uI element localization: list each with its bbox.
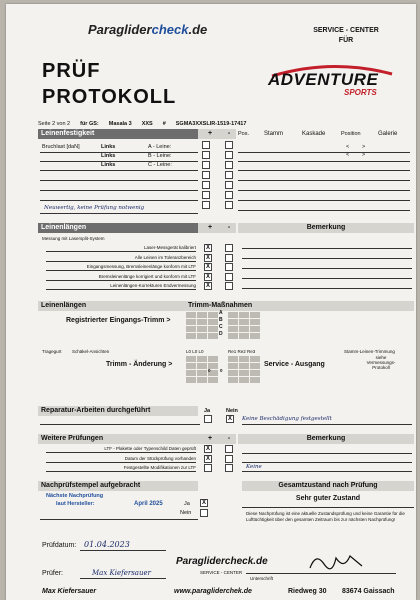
ja-label: Ja <box>204 408 211 414</box>
next-check-date: April 2025 <box>134 501 163 507</box>
checkbox[interactable] <box>225 161 233 169</box>
glider-model: Masala 3 <box>108 121 132 127</box>
line-letters <box>219 310 223 337</box>
signature-icon <box>306 550 366 572</box>
minus-header: - <box>222 434 236 444</box>
title-line: PROTOKOLL <box>42 86 177 108</box>
logo-text-check: check <box>151 22 189 37</box>
logo-text-check: check <box>224 556 254 567</box>
schaekel-label: Schäkel-Ansichten <box>72 349 110 354</box>
minus-column <box>225 445 233 472</box>
checkbox[interactable] <box>225 464 233 472</box>
section-header: Leinenlängen <box>38 223 198 233</box>
trimm-grid-left <box>186 312 218 339</box>
letter-d: D <box>219 331 223 337</box>
checkbox[interactable] <box>202 201 210 209</box>
pruefdatum-label: Prüfdatum: <box>42 542 77 549</box>
checkbox[interactable]: X <box>205 245 210 251</box>
kaskade-header: Kaskade <box>302 131 326 137</box>
siehe-protokoll: siehe Vermessungs-Protokoll <box>366 355 396 370</box>
weitere-keine: Keine <box>246 464 262 470</box>
pruefdatum-value: 01.04.2023 <box>84 540 130 549</box>
registrierter-trimm-label: Registrierter Eingangs-Trimm > <box>66 317 171 324</box>
logo-text: Paraglider <box>88 22 152 37</box>
check-item: Datum der Stückprüfung vorhanden <box>46 455 196 463</box>
checkbox[interactable] <box>225 455 233 463</box>
next-check-label: Nächste Nachprüfung <box>46 493 104 499</box>
hash-label: # <box>162 121 166 127</box>
nein-label: Nein <box>180 510 192 516</box>
service-line: FÜR <box>338 37 354 44</box>
unterschrift-label: Unterschrift <box>250 576 274 581</box>
service-center-label <box>296 26 396 46</box>
glider-info <box>38 121 246 127</box>
a-line-label: A - Leine: <box>148 144 172 150</box>
left-cols-label: L0 L0 L0 <box>186 349 204 354</box>
checkbox[interactable] <box>225 445 233 453</box>
nein-checkbox[interactable]: X <box>227 416 232 422</box>
check-item: Leinenlängen-Korrekturen Endvermessung <box>46 282 196 290</box>
gesamt-header: Gesamtzustand nach Prüfung <box>242 481 414 491</box>
checkbox[interactable] <box>202 151 210 159</box>
minus-column <box>225 244 233 290</box>
reparatur-note: Keine Beschädigung festgestellt <box>242 416 332 422</box>
checkbox[interactable] <box>225 201 233 209</box>
title-line: PRÜF <box>42 60 101 82</box>
zero-value: 0 <box>208 368 211 373</box>
stamm-trimm-label: Stamm-Leinen-Trimmung <box>344 349 395 354</box>
company-name: Max Kiefersauer <box>42 588 97 595</box>
trimm-section-header <box>38 301 414 311</box>
plus-column <box>202 141 210 209</box>
logo-text: Paraglider <box>176 556 225 567</box>
arrow-right-icon: > <box>362 144 366 150</box>
plus-column <box>204 445 212 472</box>
weitere-header: Weitere Prüfungen <box>38 434 198 444</box>
plus-header: + <box>198 434 222 444</box>
letter-b: B <box>219 317 223 323</box>
check-item: Alle Leinen im Toleranzbereich <box>46 254 196 262</box>
bruchlast-label: Bruchlast [daN] <box>42 144 80 150</box>
checkbox[interactable]: X <box>205 264 210 270</box>
glider-size: XXS <box>141 121 153 127</box>
plus-header: + <box>198 223 222 233</box>
paragliderchek-logo <box>88 22 207 37</box>
logo-text-suffix: .de <box>253 556 268 567</box>
measurement-system: Messung mit Lasersplit-System <box>42 236 105 241</box>
for-gs-label: für GS: <box>80 121 99 127</box>
checkbox[interactable] <box>225 263 233 271</box>
minus-header: - <box>222 129 236 139</box>
position-header: Position <box>341 131 361 137</box>
laut-hersteller-label: laut Hersteller: <box>56 501 95 507</box>
check-item: Laser-Messgerät kalibriert <box>46 244 196 252</box>
pruefer-label: Prüfer: <box>42 570 64 577</box>
logo-subtext: SPORTS <box>344 88 377 97</box>
overall-state: Sehr guter Zustand <box>295 495 361 502</box>
minus-header: - <box>222 223 236 233</box>
checkbox[interactable] <box>225 244 233 252</box>
right-cols-label: Re1 Re2 Re3 <box>228 349 256 354</box>
footer-logo <box>176 556 268 567</box>
checkbox[interactable] <box>202 191 210 199</box>
nein-label: Nein <box>226 408 238 414</box>
checkbox[interactable] <box>202 161 210 169</box>
bemerkung-header: Bemerkung <box>238 434 414 444</box>
checkbox[interactable]: X <box>205 446 210 452</box>
stamm-header: Stamm <box>264 131 284 137</box>
check-item: Eingangsmessung, Bremsleinenlänge konform mit LTF <box>46 263 196 271</box>
leinenlaengen-items <box>46 244 196 290</box>
links-label: Links <box>101 153 116 159</box>
checkbox[interactable]: X <box>205 273 210 280</box>
checkbox[interactable] <box>204 464 212 472</box>
zero-value: 0 <box>220 368 223 373</box>
checkbox[interactable] <box>225 181 233 189</box>
plus-header: + <box>198 129 222 139</box>
checkbox[interactable] <box>202 171 210 179</box>
company-city: 83674 Gaissach <box>342 588 395 595</box>
checkbox[interactable] <box>225 141 233 149</box>
footer-service-center: SERVICE - CENTER <box>200 570 243 575</box>
service-line: SERVICE - CENTER <box>313 27 379 34</box>
bemerkung-header: Bemerkung <box>238 223 414 233</box>
checkbox[interactable] <box>225 254 233 262</box>
nachpruef-header: Nachprüfstempel aufgebracht <box>38 481 198 491</box>
page-number: Seite 2 von 2 <box>38 121 71 127</box>
letter-a: A <box>219 310 223 316</box>
trimm-grid-right <box>228 312 260 339</box>
serial-number: SGMA3XXSLIR-1519-17417 <box>175 121 247 127</box>
check-item: Festgestellte Modifikationen zur LTF <box>46 464 196 472</box>
logo-text-suffix: .de <box>188 22 208 37</box>
checkbox[interactable]: X <box>205 254 210 261</box>
checkbox[interactable] <box>225 191 233 199</box>
section-header: Leinenfestigkeit <box>38 129 198 139</box>
trimm-aenderung-label: Trimm - Änderung > <box>106 361 173 368</box>
checkbox[interactable] <box>202 141 210 149</box>
arrow-left-icon: < <box>346 144 350 150</box>
links-label: Links <box>101 162 116 168</box>
check-item: Bremsleinenlänge korrigiert und konform mit LTF <box>46 273 196 281</box>
check-item: LTF - Plakette oder Typenschild Daten geprüft <box>46 445 196 453</box>
protocol-sheet <box>6 4 416 600</box>
tragegurt-label: Tragegurt <box>42 349 62 354</box>
letter-c: C <box>219 324 223 330</box>
aenderung-grid-right <box>228 356 260 383</box>
weitere-items <box>46 445 196 472</box>
gesamt-disclaimer: Diese Nachprüfung ist eine aktuelle Zustandsprüfung und keine Garantie für die Lufttüchtigkeit über den gesamten Zeitraum bis zur nächsten Nachprüfung! <box>246 511 405 522</box>
checkbox[interactable] <box>225 273 233 281</box>
arrow-right-icon: > <box>362 152 366 158</box>
checkbox[interactable] <box>225 151 233 159</box>
galerie-header: Galerie <box>378 131 398 137</box>
section-title: Leinenlängen <box>41 302 87 309</box>
aenderung-grid-left <box>186 356 218 383</box>
pruefer-value: Max Kiefersauer <box>92 569 151 577</box>
checkbox[interactable]: X <box>205 283 210 289</box>
plus-column <box>204 244 212 290</box>
ja-checkbox[interactable] <box>204 415 212 423</box>
logo-text: ADVENTURE <box>268 70 379 89</box>
company-street: Riedweg 30 <box>288 588 327 595</box>
leinenfestigkeit-note: Neuwertig, keine Prüfung notwenig <box>44 205 145 211</box>
ja-label: Ja <box>184 501 190 507</box>
checkbox[interactable] <box>225 282 233 290</box>
adventure-sports-logo <box>262 62 402 102</box>
arrow-left-icon: < <box>346 152 350 158</box>
checkbox[interactable] <box>202 181 210 189</box>
company-website: www.paragliderchek.de <box>174 588 252 595</box>
pos-header: Pos. <box>238 131 250 137</box>
reparatur-header: Reparatur-Arbeiten durchgeführt <box>38 406 198 416</box>
nein-checkbox[interactable] <box>200 509 208 517</box>
ja-checkbox[interactable]: X <box>201 500 206 506</box>
c-line-label: C - Leine: <box>148 162 172 168</box>
links-label: Links <box>101 144 116 150</box>
b-line-label: B - Leine: <box>148 153 172 159</box>
service-ausgang-label: Service - Ausgang <box>264 361 325 368</box>
trimm-title: Trimm-Maßnahmen <box>188 302 253 309</box>
minus-column <box>225 141 233 209</box>
checkbox[interactable]: X <box>205 455 210 462</box>
checkbox[interactable] <box>225 171 233 179</box>
